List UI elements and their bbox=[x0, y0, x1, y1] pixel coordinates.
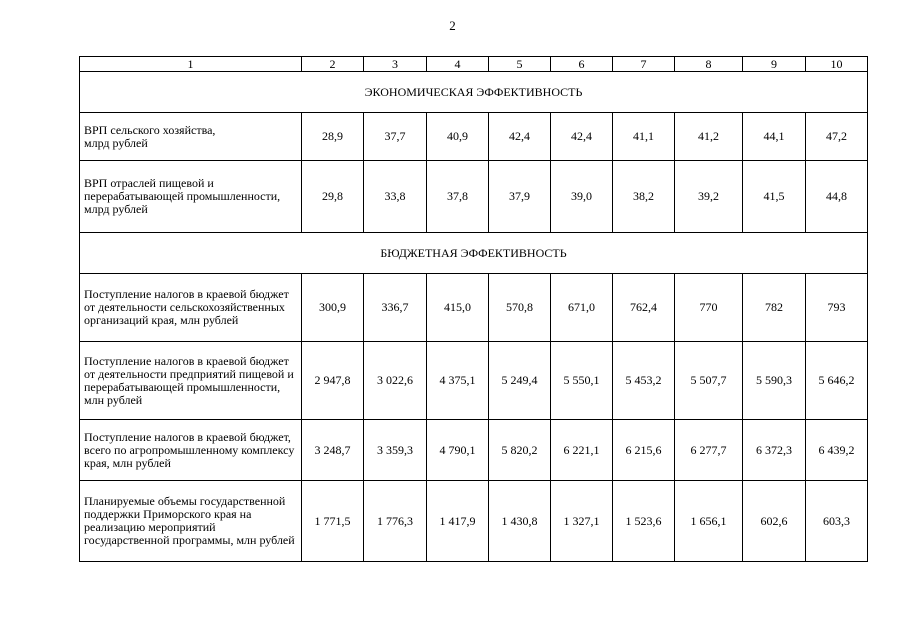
value-cell: 1 771,5 bbox=[302, 481, 364, 562]
value-cell: 29,8 bbox=[302, 161, 364, 233]
row-label: Поступление налогов в краевой бюджет от деятельности сельскохозяйственных организаций края, млн рублей bbox=[80, 274, 302, 342]
value-cell: 2 947,8 bbox=[302, 342, 364, 420]
column-header: 8 bbox=[675, 57, 743, 72]
value-cell: 41,1 bbox=[613, 113, 675, 161]
value-cell: 6 215,6 bbox=[613, 420, 675, 481]
column-header: 6 bbox=[551, 57, 613, 72]
row-label: ВРП отраслей пищевой и перерабатывающей промышленности, млрд рублей bbox=[80, 161, 302, 233]
value-cell: 37,8 bbox=[427, 161, 489, 233]
value-cell: 762,4 bbox=[613, 274, 675, 342]
value-cell: 782 bbox=[743, 274, 806, 342]
value-cell: 1 327,1 bbox=[551, 481, 613, 562]
value-cell: 5 646,2 bbox=[806, 342, 868, 420]
value-cell: 33,8 bbox=[364, 161, 427, 233]
value-cell: 603,3 bbox=[806, 481, 868, 562]
value-cell: 44,1 bbox=[743, 113, 806, 161]
value-cell: 1 776,3 bbox=[364, 481, 427, 562]
value-cell: 3 022,6 bbox=[364, 342, 427, 420]
section-title: ЭКОНОМИЧЕСКАЯ ЭФФЕКТИВНОСТЬ bbox=[80, 72, 868, 113]
value-cell: 793 bbox=[806, 274, 868, 342]
page-number: 2 bbox=[449, 18, 456, 33]
value-cell: 6 372,3 bbox=[743, 420, 806, 481]
value-cell: 42,4 bbox=[551, 113, 613, 161]
column-header: 10 bbox=[806, 57, 868, 72]
value-cell: 42,4 bbox=[489, 113, 551, 161]
value-cell: 671,0 bbox=[551, 274, 613, 342]
table-row bbox=[80, 113, 868, 161]
value-cell: 5 249,4 bbox=[489, 342, 551, 420]
section-row bbox=[80, 72, 868, 113]
value-cell: 570,8 bbox=[489, 274, 551, 342]
value-cell: 5 590,3 bbox=[743, 342, 806, 420]
value-cell: 6 439,2 bbox=[806, 420, 868, 481]
value-cell: 4 375,1 bbox=[427, 342, 489, 420]
value-cell: 44,8 bbox=[806, 161, 868, 233]
row-label: Поступление налогов в краевой бюджет от деятельности предприятий пищевой и перерабатывающей промышленности, млн рублей bbox=[80, 342, 302, 420]
value-cell: 1 417,9 bbox=[427, 481, 489, 562]
value-cell: 602,6 bbox=[743, 481, 806, 562]
value-cell: 41,5 bbox=[743, 161, 806, 233]
column-header: 4 bbox=[427, 57, 489, 72]
value-cell: 336,7 bbox=[364, 274, 427, 342]
column-header: 1 bbox=[80, 57, 302, 72]
column-header: 2 bbox=[302, 57, 364, 72]
table-row bbox=[80, 342, 868, 420]
value-cell: 6 221,1 bbox=[551, 420, 613, 481]
value-cell: 28,9 bbox=[302, 113, 364, 161]
header-row bbox=[80, 57, 868, 72]
table-row bbox=[80, 161, 868, 233]
table-row bbox=[80, 274, 868, 342]
value-cell: 39,2 bbox=[675, 161, 743, 233]
value-cell: 40,9 bbox=[427, 113, 489, 161]
value-cell: 5 507,7 bbox=[675, 342, 743, 420]
value-cell: 1 656,1 bbox=[675, 481, 743, 562]
value-cell: 3 359,3 bbox=[364, 420, 427, 481]
data-table bbox=[79, 56, 868, 562]
value-cell: 770 bbox=[675, 274, 743, 342]
section-title: БЮДЖЕТНАЯ ЭФФЕКТИВНОСТЬ bbox=[80, 233, 868, 274]
value-cell: 1 430,8 bbox=[489, 481, 551, 562]
value-cell: 1 523,6 bbox=[613, 481, 675, 562]
row-label: ВРП сельского хозяйства, млрд рублей bbox=[80, 113, 302, 161]
table-row bbox=[80, 420, 868, 481]
value-cell: 5 550,1 bbox=[551, 342, 613, 420]
value-cell: 3 248,7 bbox=[302, 420, 364, 481]
value-cell: 47,2 bbox=[806, 113, 868, 161]
value-cell: 6 277,7 bbox=[675, 420, 743, 481]
value-cell: 4 790,1 bbox=[427, 420, 489, 481]
value-cell: 38,2 bbox=[613, 161, 675, 233]
column-header: 3 bbox=[364, 57, 427, 72]
value-cell: 39,0 bbox=[551, 161, 613, 233]
value-cell: 37,9 bbox=[489, 161, 551, 233]
value-cell: 415,0 bbox=[427, 274, 489, 342]
table-row bbox=[80, 481, 868, 562]
value-cell: 300,9 bbox=[302, 274, 364, 342]
row-label: Планируемые объемы государственной поддержки Приморского края на реализацию мероприятий государственной программы, млн рублей bbox=[80, 481, 302, 562]
column-header: 9 bbox=[743, 57, 806, 72]
row-label: Поступление налогов в краевой бюджет, всего по агропромышленному комплексу края, млн рублей bbox=[80, 420, 302, 481]
value-cell: 41,2 bbox=[675, 113, 743, 161]
column-header: 5 bbox=[489, 57, 551, 72]
table-body bbox=[80, 57, 868, 562]
value-cell: 5 820,2 bbox=[489, 420, 551, 481]
section-row bbox=[80, 233, 868, 274]
value-cell: 5 453,2 bbox=[613, 342, 675, 420]
column-header: 7 bbox=[613, 57, 675, 72]
value-cell: 37,7 bbox=[364, 113, 427, 161]
